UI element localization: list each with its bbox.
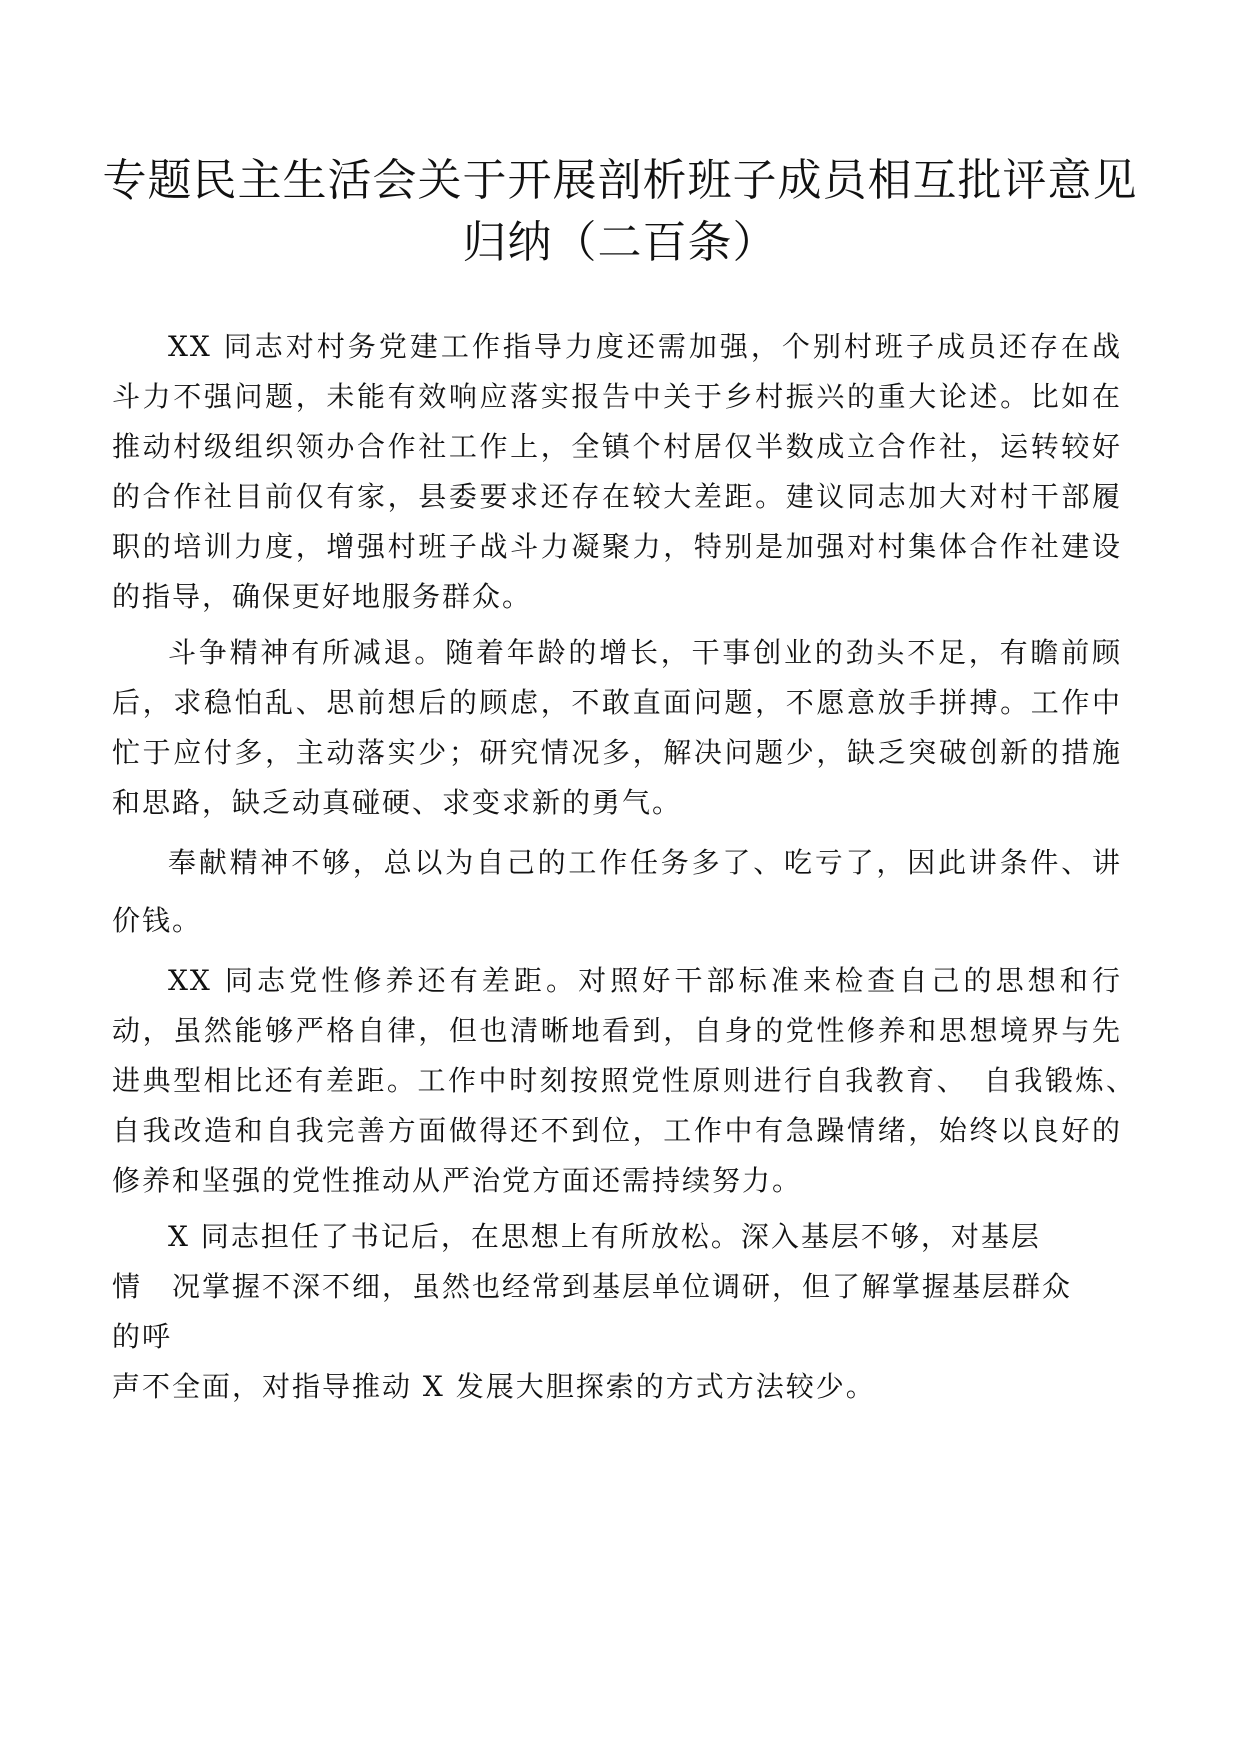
document-body bbox=[112, 322, 1153, 1412]
paragraph-4: XX 同志党性修养还有差距。对照好干部标准来检查自己的思想和行动，虽然能够严格自律，但也清晰地看到，自身的党性修养和思想境界与先进典型相比还有差距。工作中时刻按照党性原则进行自我教育、 自我锻炼、 自我改造和自我完善方面做得还不到位，工作中有急躁情绪，始终以良好的修养和坚强的党性推动从严治党方面还需持续努力。 bbox=[112, 964, 1153, 1197]
title-line-1: 专题民主生活会关于开展剖析班子成员相互批评意见 bbox=[102, 155, 1138, 206]
paragraph-5-line-2: 情 况掌握不深不细，虽然也经常到基层单位调研，但了解掌握基层群众 bbox=[112, 1270, 1073, 1303]
paragraph-2: 斗争精神有所减退。随着年龄的增长，干事创业的劲头不足，有瞻前顾后，求稳怕乱、思前想后的顾虑，不敢直面问题，不愿意放手拼搏。工作中忙于应付多，主动落实少；研究情况多，解决问题少，缺乏突破创新的措施和思路，缺乏动真碰硬、求变求新的勇气。 bbox=[112, 636, 1122, 819]
paragraph-5-line-3: 的呼 bbox=[112, 1320, 173, 1353]
document-title bbox=[100, 150, 1140, 274]
paragraph-1: XX 同志对村务党建工作指导力度还需加强，个别村班子成员还存在战斗力不强问题，未能有效响应落实报告中关于乡村振兴的重大论述。比如在推动村级组织领办合作社工作上，全镇个村居仅半数成立合作社，运转较好的合作社目前仅有家，县委要求还存在较大差距。建议同志加大对村干部履职的培训力度，增强村班子战斗力凝聚力，特别是加强对村集体合作社建设的指导，确保更好地服务群众。 bbox=[112, 330, 1122, 613]
paragraph-5-line-1: X 同志担任了书记后，在思想上有所放松。深入基层不够，对基层 bbox=[168, 1220, 1041, 1253]
paragraph-3: 奉献精神不够，总以为自己的工作任务多了、吃亏了，因此讲条件、讲价钱。 bbox=[112, 846, 1122, 937]
title-line-2: 归纳（二百条） bbox=[462, 217, 778, 268]
paragraph-5 bbox=[112, 1212, 1122, 1412]
paragraph-5-line-4: 声不全面，对指导推动 X 发展大胆探索的方式方法较少。 bbox=[112, 1370, 876, 1403]
